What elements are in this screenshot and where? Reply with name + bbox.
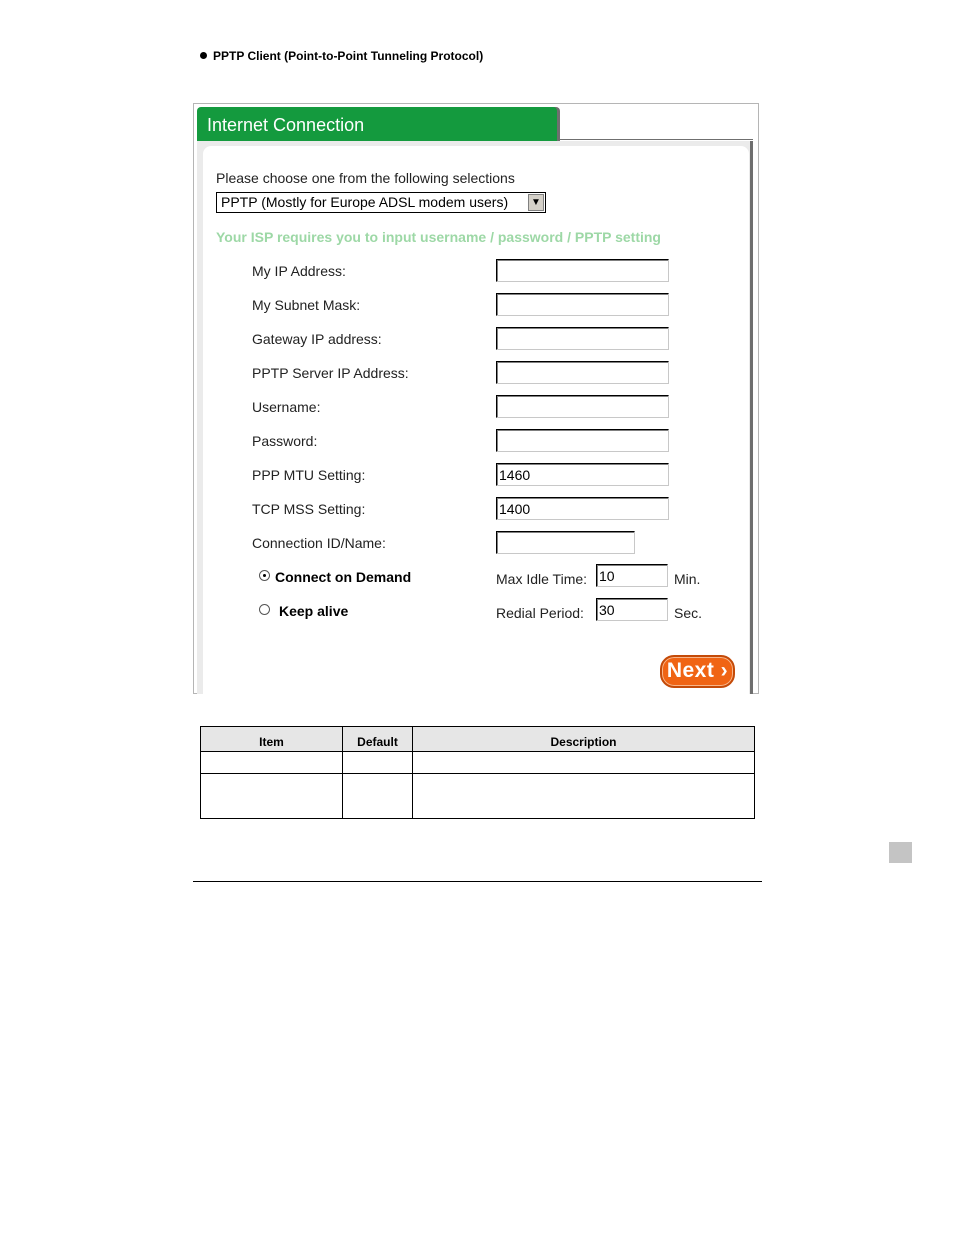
max-idle-unit: Min.: [674, 571, 701, 587]
pptp-server-label: PPTP Server IP Address:: [252, 365, 409, 381]
header-default: Default: [343, 727, 413, 752]
mtu-input[interactable]: [496, 463, 669, 486]
chevron-down-icon[interactable]: ▼: [528, 194, 544, 211]
connect-on-demand-label: Connect on Demand: [275, 569, 412, 585]
table-cell: [201, 752, 343, 774]
table-cell: [413, 752, 755, 774]
header-item: Item: [201, 727, 343, 752]
connect-on-demand-radio[interactable]: [259, 570, 270, 581]
table-row: [201, 774, 755, 819]
connection-type-value: PPTP (Mostly for Europe ADSL modem users): [221, 194, 509, 210]
max-idle-label: Max Idle Time:: [496, 571, 588, 587]
tab-internet-connection: [197, 107, 557, 141]
keep-alive-radio[interactable]: [259, 604, 270, 615]
connection-id-label: Connection ID/Name:: [252, 535, 386, 551]
isp-notice: Your ISP requires you to input username / password / PPTP setting: [216, 229, 661, 245]
password-label: Password:: [252, 433, 318, 449]
table-header-row: [201, 727, 755, 752]
connection-type-select[interactable]: [216, 192, 546, 213]
section-heading: [200, 49, 483, 63]
tab-title: Internet Connection: [207, 115, 365, 135]
mtu-label: PPP MTU Setting:: [252, 467, 366, 483]
connection-id-input[interactable]: [496, 531, 635, 554]
keep-alive-label: Keep alive: [279, 603, 349, 619]
max-idle-input[interactable]: [596, 564, 668, 587]
selection-prompt: Please choose one from the following selections: [216, 170, 515, 186]
description-table: [200, 726, 755, 819]
my-ip-input[interactable]: [496, 259, 669, 282]
redial-period-unit: Sec.: [674, 605, 703, 621]
my-ip-label: My IP Address:: [252, 263, 346, 279]
bullet-icon: [200, 52, 207, 59]
pptp-server-input[interactable]: [496, 361, 669, 384]
subnet-mask-label: My Subnet Mask:: [252, 297, 361, 313]
page-marker: [889, 842, 912, 863]
table-cell: [201, 774, 343, 819]
panel-top-line: [557, 139, 753, 140]
table-cell: [413, 774, 755, 819]
redial-period-input[interactable]: [596, 598, 668, 621]
footer-divider: [193, 881, 762, 882]
mss-label: TCP MSS Setting:: [252, 501, 366, 517]
subnet-mask-input[interactable]: [496, 293, 669, 316]
next-button[interactable]: Next ›: [660, 655, 735, 688]
table-row: [201, 752, 755, 774]
header-description: Description: [413, 727, 755, 752]
table-cell: [343, 774, 413, 819]
redial-period-label: Redial Period:: [496, 605, 584, 621]
username-label: Username:: [252, 399, 321, 415]
username-input[interactable]: [496, 395, 669, 418]
gateway-ip-label: Gateway IP address:: [252, 331, 382, 347]
table-cell: [343, 752, 413, 774]
mss-input[interactable]: [496, 497, 669, 520]
section-heading-text: PPTP Client (Point-to-Point Tunneling Protocol): [213, 49, 484, 63]
gateway-ip-input[interactable]: [496, 327, 669, 350]
password-input[interactable]: [496, 429, 669, 452]
